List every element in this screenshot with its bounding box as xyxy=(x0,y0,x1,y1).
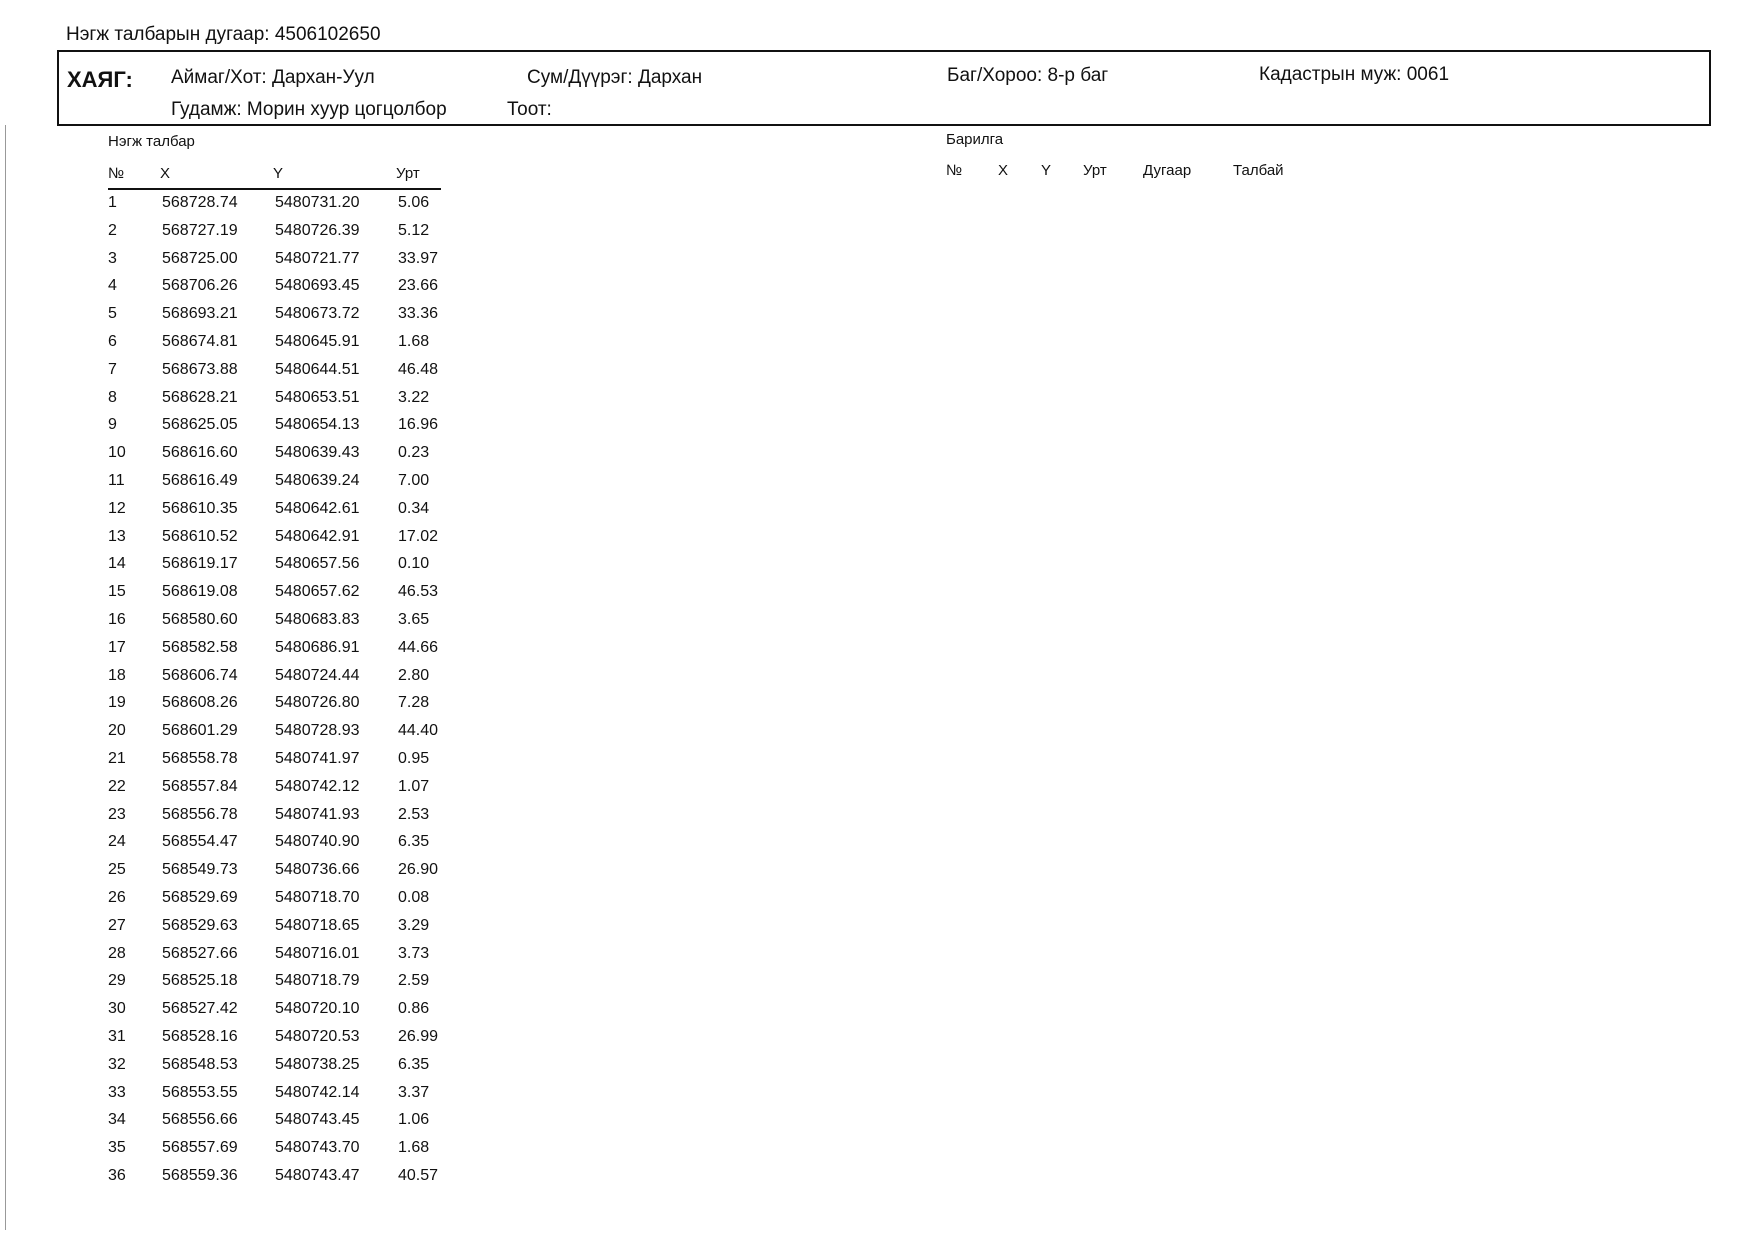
row-y: 5480644.51 xyxy=(275,360,360,378)
row-number: 30 xyxy=(108,1000,126,1018)
building-header-no: № xyxy=(946,162,963,179)
row-length: 0.08 xyxy=(398,889,430,906)
row-x: 568619.17 xyxy=(162,555,238,573)
row-x: 568557.84 xyxy=(162,777,238,795)
row-y: 5480738.25 xyxy=(275,1055,360,1073)
row-y: 5480743.47 xyxy=(275,1167,360,1184)
row-x: 568553.55 xyxy=(162,1083,238,1101)
parcel-header-x: X xyxy=(160,165,171,182)
row-number: 13 xyxy=(108,527,126,545)
row-length: 6.35 xyxy=(398,1055,430,1073)
table-row xyxy=(0,361,480,389)
row-x: 568556.78 xyxy=(162,805,238,823)
building-header-length: Урт xyxy=(1083,162,1107,179)
row-y: 5480683.83 xyxy=(275,611,360,628)
table-row xyxy=(0,1000,480,1028)
address-label: ХАЯГ: xyxy=(67,67,133,92)
row-length: 0.23 xyxy=(398,444,430,462)
row-length: 33.97 xyxy=(398,249,439,267)
table-row xyxy=(0,833,480,861)
table-row xyxy=(0,500,480,528)
row-x: 568528.16 xyxy=(162,1028,238,1045)
row-length: 5.06 xyxy=(398,194,430,211)
row-y: 5480642.91 xyxy=(275,527,360,545)
row-number: 14 xyxy=(108,555,126,573)
building-header-area: Талбай xyxy=(1233,162,1284,179)
table-row xyxy=(0,250,480,278)
row-number: 19 xyxy=(108,694,126,712)
row-number: 5 xyxy=(108,305,117,323)
parcel-section-title: Нэгж талбар xyxy=(108,133,195,150)
row-x: 568628.21 xyxy=(162,388,238,406)
row-number: 10 xyxy=(108,444,126,462)
table-row xyxy=(0,555,480,583)
table-row xyxy=(0,917,480,945)
table-row xyxy=(0,1111,480,1139)
row-number: 32 xyxy=(108,1055,126,1073)
row-y: 5480716.01 xyxy=(275,944,360,962)
row-y: 5480731.20 xyxy=(275,194,360,211)
row-number: 27 xyxy=(108,916,126,934)
row-length: 23.66 xyxy=(398,277,439,295)
row-x: 568625.05 xyxy=(162,416,238,434)
row-x: 568529.63 xyxy=(162,916,238,934)
address-cadastral: Кадастрын муж: 0061 xyxy=(1259,64,1450,85)
row-length: 0.86 xyxy=(398,1000,430,1018)
row-length: 0.10 xyxy=(398,555,430,573)
row-number: 15 xyxy=(108,583,126,601)
row-length: 44.66 xyxy=(398,638,439,656)
row-y: 5480720.53 xyxy=(275,1028,360,1045)
row-x: 568725.00 xyxy=(162,249,238,267)
row-x: 568616.60 xyxy=(162,444,238,462)
row-y: 5480736.66 xyxy=(275,861,360,879)
table-row xyxy=(0,389,480,417)
row-x: 568606.74 xyxy=(162,666,238,684)
row-number: 4 xyxy=(108,277,117,295)
row-number: 3 xyxy=(108,249,117,267)
row-x: 568582.58 xyxy=(162,638,238,656)
table-row xyxy=(0,416,480,444)
row-number: 9 xyxy=(108,416,117,434)
row-number: 28 xyxy=(108,944,126,962)
row-x: 568601.29 xyxy=(162,722,238,740)
row-number: 7 xyxy=(108,360,117,378)
table-row xyxy=(0,194,480,222)
row-x: 568706.26 xyxy=(162,277,238,295)
row-number: 31 xyxy=(108,1028,126,1045)
address-aimag: Аймаг/Хот: Дархан-Уул xyxy=(171,67,375,88)
row-length: 0.34 xyxy=(398,499,430,517)
row-y: 5480718.65 xyxy=(275,916,360,934)
table-row xyxy=(0,639,480,667)
row-y: 5480741.97 xyxy=(275,750,360,767)
row-number: 16 xyxy=(108,611,126,628)
parcel-header-length: Урт xyxy=(396,165,420,182)
row-number: 33 xyxy=(108,1083,126,1101)
row-length: 3.65 xyxy=(398,611,430,628)
row-length: 1.06 xyxy=(398,1111,430,1129)
row-x: 568529.69 xyxy=(162,889,238,906)
row-x: 568527.42 xyxy=(162,1000,238,1018)
row-x: 568554.47 xyxy=(162,833,238,851)
row-y: 5480673.72 xyxy=(275,305,360,323)
row-y: 5480743.45 xyxy=(275,1111,360,1129)
row-x: 568616.49 xyxy=(162,472,238,489)
row-y: 5480639.24 xyxy=(275,472,360,489)
table-row xyxy=(0,889,480,917)
address-bag: Баг/Хороо: 8-р баг xyxy=(947,65,1109,86)
row-y: 5480642.61 xyxy=(275,499,360,517)
row-y: 5480657.56 xyxy=(275,555,360,573)
row-number: 6 xyxy=(108,333,117,350)
row-number: 17 xyxy=(108,638,126,656)
row-x: 568674.81 xyxy=(162,333,238,350)
table-row xyxy=(0,694,480,722)
row-x: 568548.53 xyxy=(162,1055,238,1073)
table-row xyxy=(0,778,480,806)
table-row xyxy=(0,722,480,750)
table-row xyxy=(0,305,480,333)
building-header-number: Дугаар xyxy=(1143,162,1192,179)
row-length: 2.53 xyxy=(398,805,430,823)
row-x: 568525.18 xyxy=(162,972,238,990)
table-row xyxy=(0,444,480,472)
row-length: 33.36 xyxy=(398,305,439,323)
row-y: 5480693.45 xyxy=(275,277,360,295)
row-y: 5480728.93 xyxy=(275,722,360,740)
row-number: 11 xyxy=(108,472,125,489)
address-sum: Сум/Дүүрэг: Дархан xyxy=(527,67,703,88)
row-y: 5480743.70 xyxy=(275,1139,360,1157)
row-y: 5480645.91 xyxy=(275,333,360,350)
row-length: 40.57 xyxy=(398,1167,439,1184)
row-length: 7.28 xyxy=(398,694,430,712)
row-number: 8 xyxy=(108,388,117,406)
row-number: 34 xyxy=(108,1111,126,1129)
parcel-header-rule xyxy=(108,188,441,190)
building-header-y: Y xyxy=(1041,162,1052,179)
table-row xyxy=(0,583,480,611)
row-number: 36 xyxy=(108,1167,126,1184)
row-y: 5480740.90 xyxy=(275,833,360,851)
row-x: 568527.66 xyxy=(162,944,238,962)
address-box xyxy=(57,50,1711,126)
row-length: 2.80 xyxy=(398,666,430,684)
row-number: 1 xyxy=(108,194,117,211)
row-x: 568580.60 xyxy=(162,611,238,628)
row-number: 23 xyxy=(108,805,126,823)
table-row xyxy=(0,750,480,778)
row-y: 5480654.13 xyxy=(275,416,360,434)
row-y: 5480721.77 xyxy=(275,249,360,267)
table-row xyxy=(0,667,480,695)
row-length: 1.68 xyxy=(398,333,430,350)
table-row xyxy=(0,945,480,973)
row-length: 7.00 xyxy=(398,472,430,489)
row-y: 5480742.14 xyxy=(275,1083,360,1101)
row-length: 16.96 xyxy=(398,416,439,434)
row-y: 5480718.79 xyxy=(275,972,360,990)
row-length: 17.02 xyxy=(398,527,439,545)
row-y: 5480657.62 xyxy=(275,583,360,601)
address-street: Гудамж: Морин хуур цогцолбор xyxy=(171,99,447,120)
row-x: 568619.08 xyxy=(162,583,238,601)
table-row xyxy=(0,1167,480,1195)
table-row xyxy=(0,1056,480,1084)
row-y: 5480726.39 xyxy=(275,221,360,239)
row-length: 26.99 xyxy=(398,1028,439,1045)
row-length: 5.12 xyxy=(398,221,430,239)
row-x: 568728.74 xyxy=(162,194,238,211)
row-x: 568556.66 xyxy=(162,1111,238,1129)
row-length: 46.48 xyxy=(398,360,439,378)
table-row xyxy=(0,472,480,500)
row-y: 5480724.44 xyxy=(275,666,360,684)
row-number: 35 xyxy=(108,1139,126,1157)
table-row xyxy=(0,528,480,556)
row-length: 3.37 xyxy=(398,1083,430,1101)
table-row xyxy=(0,611,480,639)
row-y: 5480742.12 xyxy=(275,777,360,795)
table-row xyxy=(0,861,480,889)
row-x: 568727.19 xyxy=(162,221,238,239)
row-x: 568693.21 xyxy=(162,305,238,323)
row-y: 5480720.10 xyxy=(275,1000,360,1018)
row-x: 568610.35 xyxy=(162,499,238,517)
row-x: 568558.78 xyxy=(162,750,238,767)
row-length: 26.90 xyxy=(398,861,439,879)
table-row xyxy=(0,806,480,834)
row-length: 1.68 xyxy=(398,1139,430,1157)
row-length: 3.29 xyxy=(398,916,430,934)
table-row xyxy=(0,1084,480,1112)
row-number: 18 xyxy=(108,666,126,684)
address-toot: Тоот: xyxy=(507,99,552,120)
row-number: 26 xyxy=(108,889,126,906)
row-number: 29 xyxy=(108,972,126,990)
table-row xyxy=(0,333,480,361)
row-number: 21 xyxy=(108,750,126,767)
row-y: 5480726.80 xyxy=(275,694,360,712)
row-length: 6.35 xyxy=(398,833,430,851)
row-y: 5480741.93 xyxy=(275,805,360,823)
row-length: 1.07 xyxy=(398,777,430,795)
row-length: 3.73 xyxy=(398,944,430,962)
row-number: 20 xyxy=(108,722,126,740)
row-x: 568559.36 xyxy=(162,1167,238,1184)
row-number: 22 xyxy=(108,777,126,795)
row-y: 5480653.51 xyxy=(275,388,360,406)
row-y: 5480718.70 xyxy=(275,889,360,906)
row-y: 5480639.43 xyxy=(275,444,360,462)
parcel-header-no: № xyxy=(108,165,125,182)
table-row xyxy=(0,1139,480,1167)
row-number: 24 xyxy=(108,833,126,851)
row-x: 568557.69 xyxy=(162,1139,238,1157)
row-length: 46.53 xyxy=(398,583,439,601)
row-number: 25 xyxy=(108,861,126,879)
table-row xyxy=(0,972,480,1000)
table-row xyxy=(0,1028,480,1056)
table-row xyxy=(0,277,480,305)
row-x: 568608.26 xyxy=(162,694,238,712)
table-row xyxy=(0,222,480,250)
row-length: 3.22 xyxy=(398,388,430,406)
parcel-number: Нэгж талбарын дугаар: 4506102650 xyxy=(66,24,381,45)
building-section-title: Барилга xyxy=(946,131,1004,148)
row-x: 568610.52 xyxy=(162,527,238,545)
row-length: 2.59 xyxy=(398,972,430,990)
row-length: 44.40 xyxy=(398,722,439,740)
row-x: 568673.88 xyxy=(162,360,238,378)
parcel-header-y: Y xyxy=(273,165,284,182)
row-number: 2 xyxy=(108,221,117,239)
row-y: 5480686.91 xyxy=(275,638,360,656)
row-x: 568549.73 xyxy=(162,861,238,879)
building-header-x: X xyxy=(998,162,1009,179)
row-length: 0.95 xyxy=(398,750,430,767)
row-number: 12 xyxy=(108,499,126,517)
